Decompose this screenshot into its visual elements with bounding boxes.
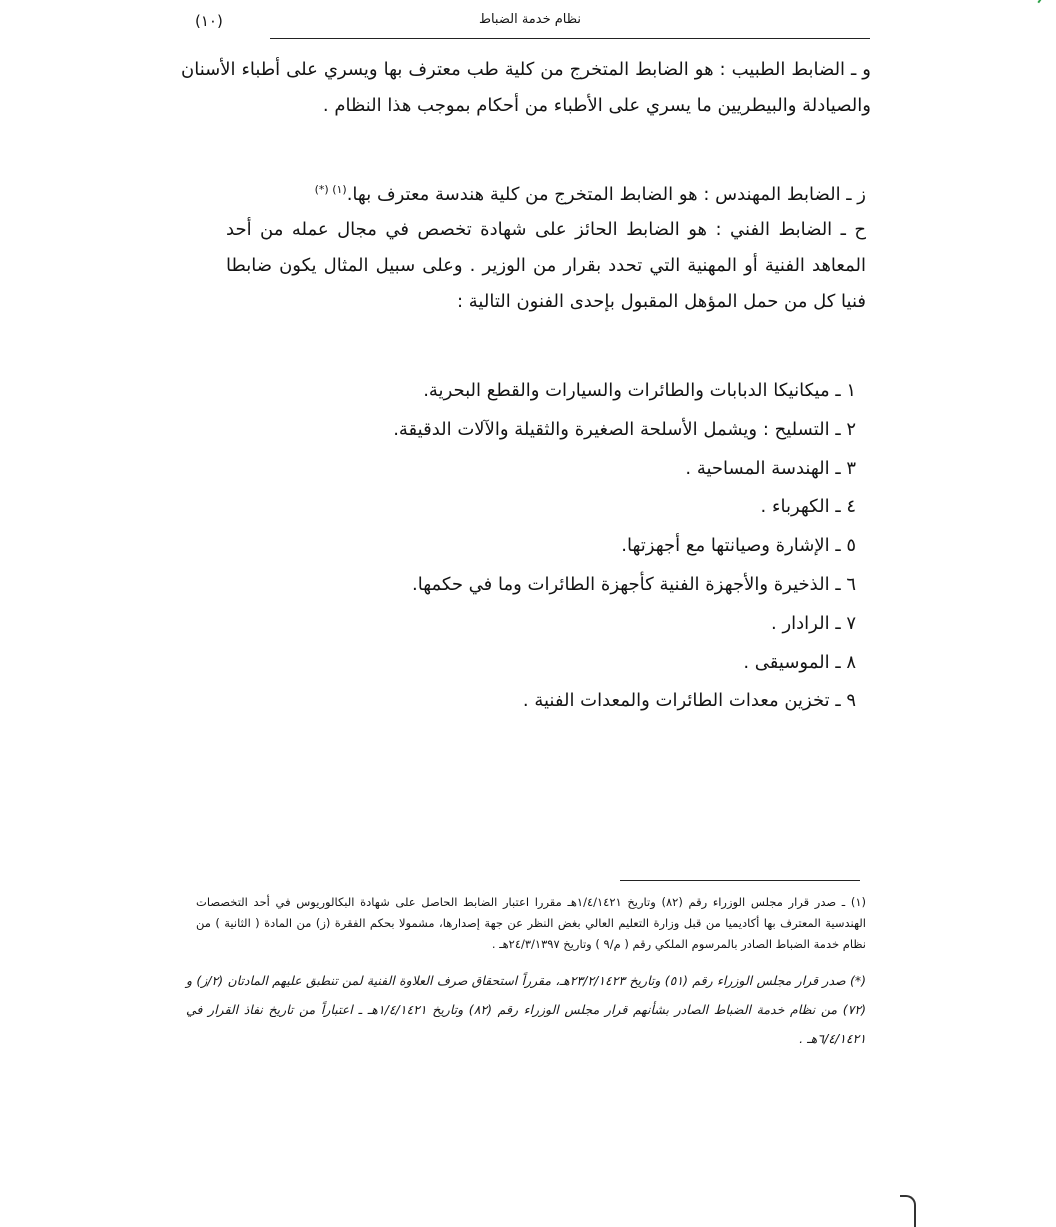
- list-item: ٨ ـ الموسيقى .: [743, 651, 856, 673]
- definition-engineer-text: ز ـ الضابط المهندس : هو الضابط المتخرج من كلية هندسة معترف بها.: [346, 184, 866, 205]
- definition-technical-officer: ح ـ الضابط الفني : هو الضابط الحائز على شهادة تخصص في مجال عمله من أحد المعاهد الفنية أو المهنية التي تحدد بقرار من الوزير . وعلى سبيل المثال يكون ضابطا فنيا كل من حمل المؤهل المقبول بإحدى الفنون التالية :: [226, 219, 866, 312]
- running-header-title: نظام خدمة الضباط: [478, 12, 582, 27]
- page-corner-bracket: [900, 1195, 916, 1227]
- list-item: ١ ـ ميكانيكا الدبابات والطائرات والسيارات والقطع البحرية.: [423, 380, 856, 401]
- corner-mark: [1037, 0, 1056, 11]
- list-item: ٢ ـ التسليح : ويشمل الأسلحة الصغيرة والثقيلة والآلات الدقيقة.: [393, 418, 856, 440]
- footnote-refs: (١) (*): [314, 183, 347, 196]
- header-divider: [270, 38, 870, 39]
- list-item: ٩ ـ تخزين معدات الطائرات والمعدات الفنية .: [522, 690, 856, 712]
- definition-engineer-officer: [226, 172, 866, 213]
- list-item: ٦ ـ الذخيرة والأجهزة الفنية كأجهزة الطائرات وما في حكمها.: [411, 573, 856, 595]
- definition-medical-officer: و ـ الضابط الطبيب : هو الضابط المتخرج من كلية طب معترف بها ويسري على أطباء الأسنان والصيادلة والبيطريين ما يسري على الأطباء من أحكام بموجب هذا النظام .: [181, 59, 871, 116]
- list-item: ٥ ـ الإشارة وصيانتها مع أجهزتها.: [621, 535, 856, 557]
- footnote-1: (١) ـ صدر قرار مجلس الوزراء رقم (٨٢) وتاريخ ١/٤/١٤٢١هـ مقررا اعتبار الضابط الحاصل على شهادة البكالوريوس في أحد التخصصات الهندسية المعترف بها أكاديميا من قبل وزارة التعليم العالي بغض النظر عن جهة إصدارها، مشمولا بحكم الفقرة (ز) من المادة ( الثانية ) من نظام خدمة الضباط الصادر بالمرسوم الملكي رقم ( م/٩ ) وتاريخ ٢٤/٣/١٣٩٧هـ .: [196, 895, 867, 951]
- list-item: ٣ ـ الهندسة المساحية .: [685, 457, 856, 479]
- footnote-divider: [620, 880, 860, 881]
- footnote-star: (*) صدر قرار مجلس الوزراء رقم (٥١) وتاريخ ٢٣/٢/١٤٢٣هـ، مقرراً استحقاق صرف العلاوة الفنية لمن تنطبق عليهم المادتان (٢/ز) و (٧٢) من نظام خدمة الضباط الصادر بشأنهم قرار مجلس الوزراء رقم (٨٢) وتاريخ ١/٤/١٤٢١هـ ـ اعتباراً من تاريخ نفاذ القرار في ٦/٤/١٤٢١هـ .: [186, 973, 866, 1046]
- page-number: (١٠): [195, 12, 223, 30]
- list-item: ٤ ـ الكهرباء .: [760, 496, 856, 518]
- technical-fields-list: [296, 372, 856, 721]
- list-item: ٧ ـ الرادار .: [771, 612, 856, 634]
